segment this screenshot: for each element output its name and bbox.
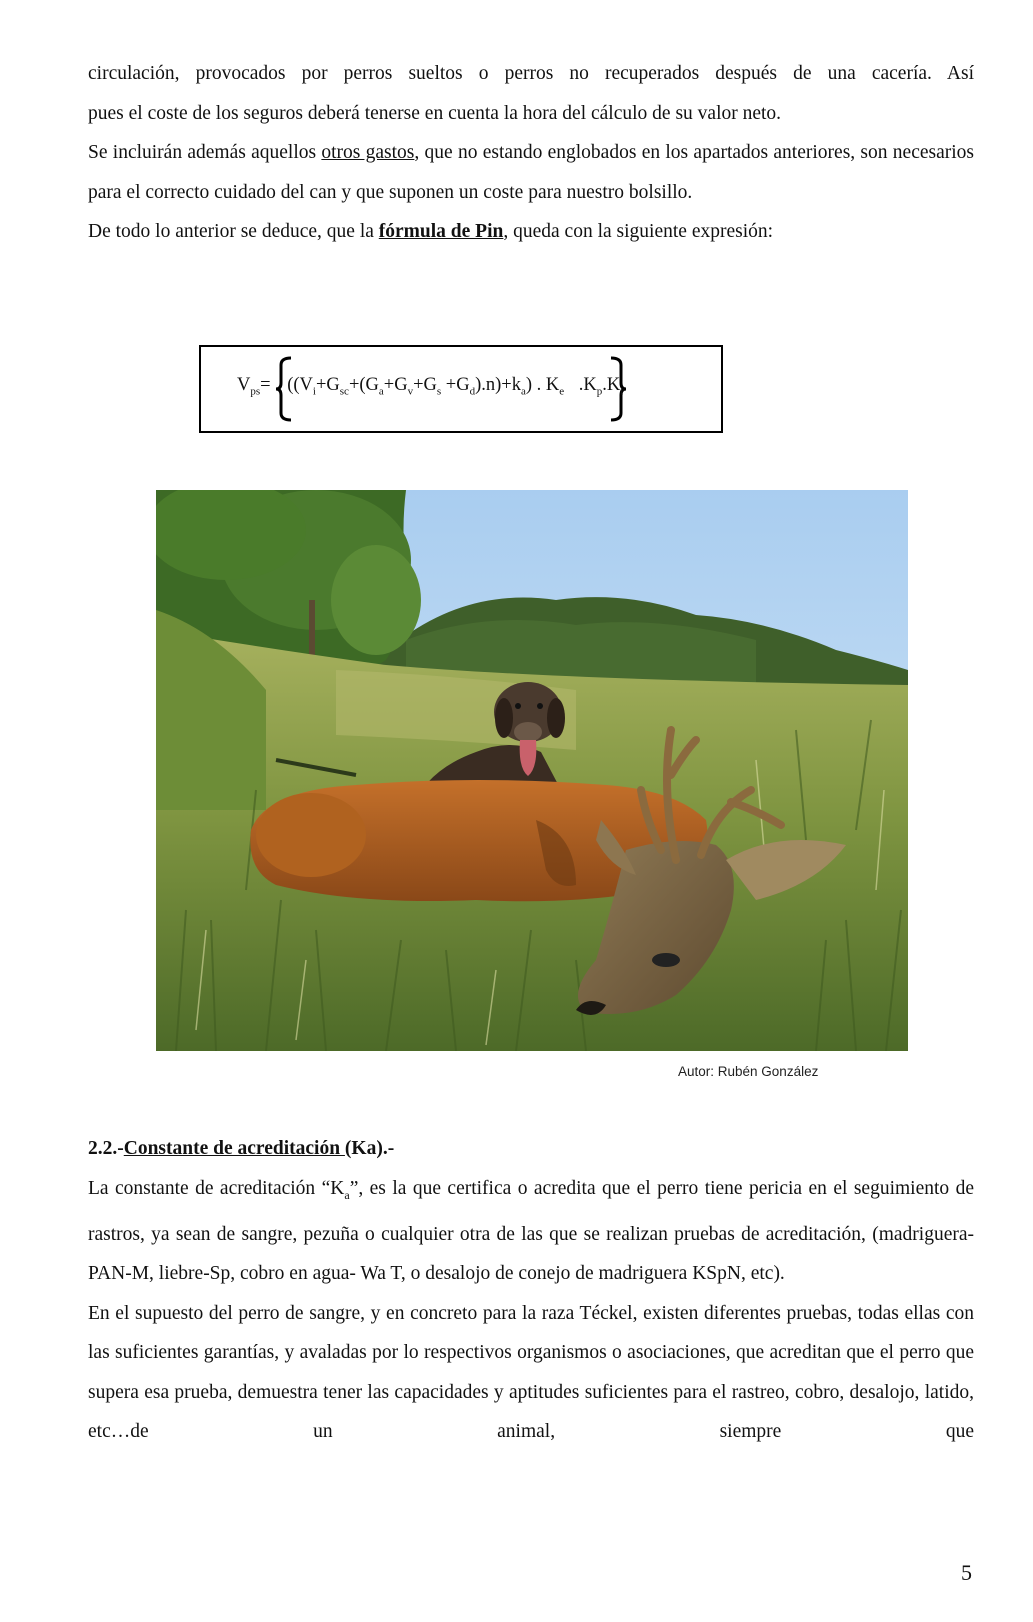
- text-segment: Se incluirán además aquellos: [88, 142, 322, 163]
- text-segment: ”, es la que certifica o acredita que el perro tiene pericia en el seguimiento de rastros, ya sean de sangre, pezuña o cualquier otra de las que se realizan pruebas de acreditación, (madriguera- PAN-M, liebre-Sp, cobro en agua- Wa T, o desalojo de conejo de madriguera KSpN, etc).: [88, 1177, 974, 1285]
- formula-term: +G: [315, 375, 340, 395]
- formula-subscript: r: [620, 385, 624, 398]
- section-title: Constante de acreditación: [123, 1138, 345, 1159]
- formula-subscript: s: [436, 385, 442, 398]
- underlined-term: otros gastos: [321, 142, 415, 163]
- paragraph-ka-definition: [88, 1169, 974, 1294]
- text-segment: De todo lo anterior se deduce, que la: [88, 221, 379, 242]
- formula-subscript: e: [559, 385, 565, 398]
- paragraph-1-line-1: circulación, provocados por perros sueltos o perros no recuperados después de una cacería. Así: [88, 63, 974, 84]
- ka-subscript: a: [344, 1187, 350, 1202]
- page-number: 5: [961, 1560, 972, 1585]
- formula-term: +G: [441, 375, 470, 395]
- formula-term: .K: [602, 375, 621, 395]
- paragraph-1-line-2: pues el coste de los seguros deberá tenerse en cuenta la hora del cálculo de su valor neto.: [88, 102, 782, 124]
- section-number: 2.2.-: [88, 1138, 124, 1159]
- formula-term: ).n)+k: [475, 375, 521, 395]
- formula-subscript: d: [469, 385, 476, 398]
- paragraph-formula-intro: [88, 212, 974, 252]
- formula-term: +(G: [348, 375, 379, 395]
- text-segment: La constante de acreditación “K: [88, 1177, 345, 1199]
- paragraph-teckel-tests: En el supuesto del perro de sangre, y en concreto para la raza Téckel, existen diferentes pruebas, todas ellas con las suficientes garantías, y avaladas por lo respectivos organismos o asociaciones, que acreditan que el perro que supera esa prueba, demuestra tener las capacidades y aptitudes suficientes para el rastreo, cobro, desalojo, latido, etc…de un animal, siempre que: [88, 1302, 974, 1443]
- formula-name: fórmula de Pin: [378, 221, 504, 242]
- section-2-2: [88, 1129, 974, 1452]
- formula-subscript: i: [312, 385, 316, 398]
- paragraph-other-expenses: [88, 133, 974, 212]
- photo-caption: Autor: Rubén González: [678, 1064, 819, 1079]
- formula-term: +G: [413, 375, 437, 395]
- intro-text-block: [88, 54, 974, 252]
- section-title-suffix: (Ka).-: [344, 1138, 395, 1159]
- text-segment: , que no estando englobados en los apartados anteriores, son necesarios para el correcto cuidado del can y que suponen un coste para nuestro bolsillo.: [88, 142, 975, 203]
- section-heading: [88, 1129, 974, 1169]
- formula-term: ) . K: [525, 375, 560, 395]
- formula-box: [199, 345, 723, 433]
- formula-subscript: p: [596, 385, 603, 398]
- formula-subscript: sc: [339, 385, 349, 398]
- dog-and-roe-deer-photo: [156, 490, 908, 1051]
- formula-term: V: [237, 375, 251, 395]
- formula-subscript: a: [378, 385, 384, 398]
- text-segment: , queda con la siguiente expresión:: [503, 221, 774, 242]
- pin-formula: [237, 375, 624, 398]
- formula-term: .K: [574, 375, 597, 395]
- formula-term: ((V: [282, 375, 313, 395]
- formula-subscript: a: [520, 385, 526, 398]
- formula-equals: =: [260, 375, 271, 395]
- formula-subscript: ps: [250, 385, 261, 398]
- formula-term: +G: [383, 375, 408, 395]
- formula-subscript: v: [407, 385, 414, 398]
